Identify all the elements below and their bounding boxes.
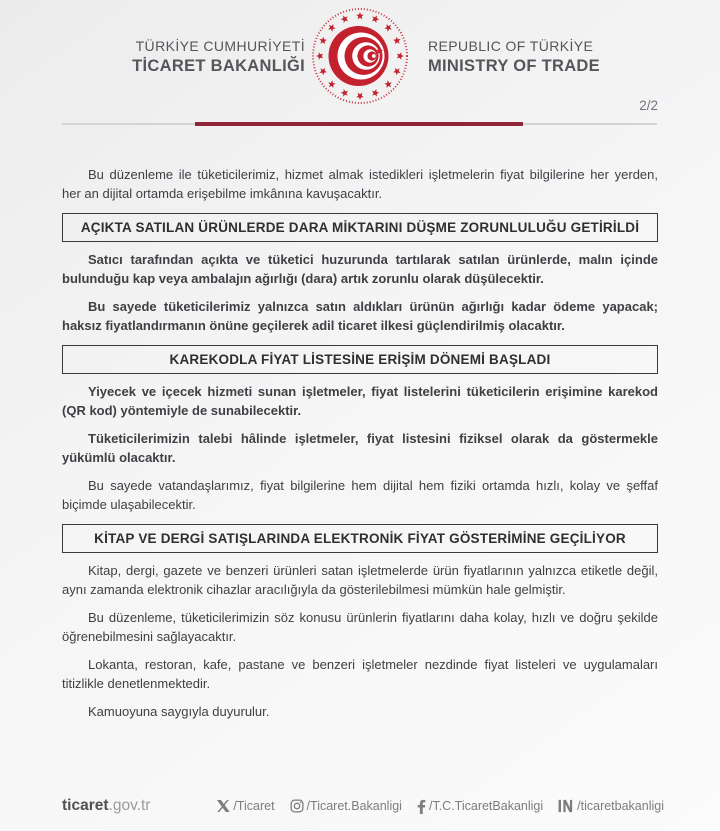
paragraph: Bu sayede tüketicilerimiz yalnızca satın aldıkları ürünün ağırlığı kadar ödeme yapacak; haksız fiyatlandırmanın önüne geçilerek adil ticaret ilkesi güçlendirilmiş olacaktır. [62,299,658,333]
social-link-nsosyal[interactable] [558,799,664,813]
org-en-line2: MINISTRY OF TRADE [428,57,600,75]
paragraph: Bu düzenleme ile tüketicilerimiz, hizmet almak istedikleri işletmelerin fiyat bilgilerine her yerden, her an dijital ortamda erişebilme imkânına kavuşacaktır. [62,167,658,201]
nsosyal-icon [558,799,574,813]
paragraph: Kitap, dergi, gazete ve benzeri ürünleri satan işletmelerde ürün fiyatlarının yalnızca etiketle değil, aynı zamanda elektronik cihazlar aracılığıyla da gösterilebilmesi mümkün hale gelmiştir. [62,563,658,597]
page-indicator: 2/2 [639,98,658,113]
paragraph: Yiyecek ve içecek hizmeti sunan işletmeler, fiyat listelerini tüketicilerin erişimine karekod (QR kod) yöntemiyle de sunabilecektir. [62,384,658,418]
org-tr-line2: TİCARET BAKANLIĞI [132,57,305,75]
paragraph: Bu düzenleme, tüketicilerimizin söz konusu ürünlerin fiyatlarını daha kolay, hızlı ve doğru şekilde öğrenebilmesini sağlayacaktır. [62,610,658,644]
social-link-instagram[interactable] [290,799,402,813]
paragraph: Lokanta, restoran, kafe, pastane ve benzeri işletmeler nezdinde fiyat listeleri ve uygulamaları titizlikle denetlenmektedir. [62,657,658,691]
header-divider [62,123,657,125]
social-link-x[interactable] [216,799,274,813]
website-rest-part: .gov.tr [108,797,151,814]
header-divider-accent [195,122,522,126]
org-tr-line1: TÜRKİYE CUMHURİYETİ [135,38,305,54]
social-link-facebook[interactable] [417,799,543,814]
x-icon [216,799,230,813]
paragraph: Satıcı tarafından açıkta ve tüketici huzurunda tartılarak satılan ürünlerde, malın içinde bulunduğu kap veya ambalajın ağırlığı (dara) artık zorunlu olarak düşülecektir. [62,252,658,286]
footer [62,797,664,815]
social-handle: /T.C.TicaretBakanligi [428,799,544,813]
social-handle: /ticaretbakanligi [577,799,664,813]
website-link[interactable] [62,797,150,815]
website-bold-part: ticaret [62,797,109,814]
paragraph: Bu sayede vatandaşlarımız, fiyat bilgilerine hem dijital hem fiziki ortamda hızlı, kolay ve şeffaf biçimde ulaşabilecektir. [62,478,658,512]
social-links [216,799,664,814]
paragraph: Tüketicilerimizin talebi hâlinde işletmeler, fiyat listesini fiziksel olarak da göstermekle yükümlü olacaktır. [62,431,658,465]
ministry-of-trade-emblem-icon [310,6,410,106]
section-heading-dara: AÇIKTA SATILAN ÜRÜNLERDE DARA MİKTARINI DÜŞME ZORUNLULUĞU GETİRİLDİ [62,213,658,242]
ministry-name-english [428,37,678,77]
social-handle: /Ticaret.Bakanligi [306,799,402,813]
instagram-icon [290,799,304,813]
facebook-icon [417,799,426,814]
org-en-line1: REPUBLIC OF TÜRKİYE [428,38,594,54]
ministry-name-turkish [58,37,305,77]
section-heading-karekod: KAREKODLA FİYAT LİSTESİNE ERİŞİM DÖNEMİ BAŞLADI [62,345,658,374]
section-heading-kitap-dergi: KİTAP VE DERGİ SATIŞLARINDA ELEKTRONİK FİYAT GÖSTERİMİNE GEÇİLİYOR [62,524,658,553]
announcement-body [62,166,658,732]
social-handle: /Ticaret [233,799,275,813]
closing-line: Kamuoyuna saygıyla duyurulur. [88,704,270,719]
